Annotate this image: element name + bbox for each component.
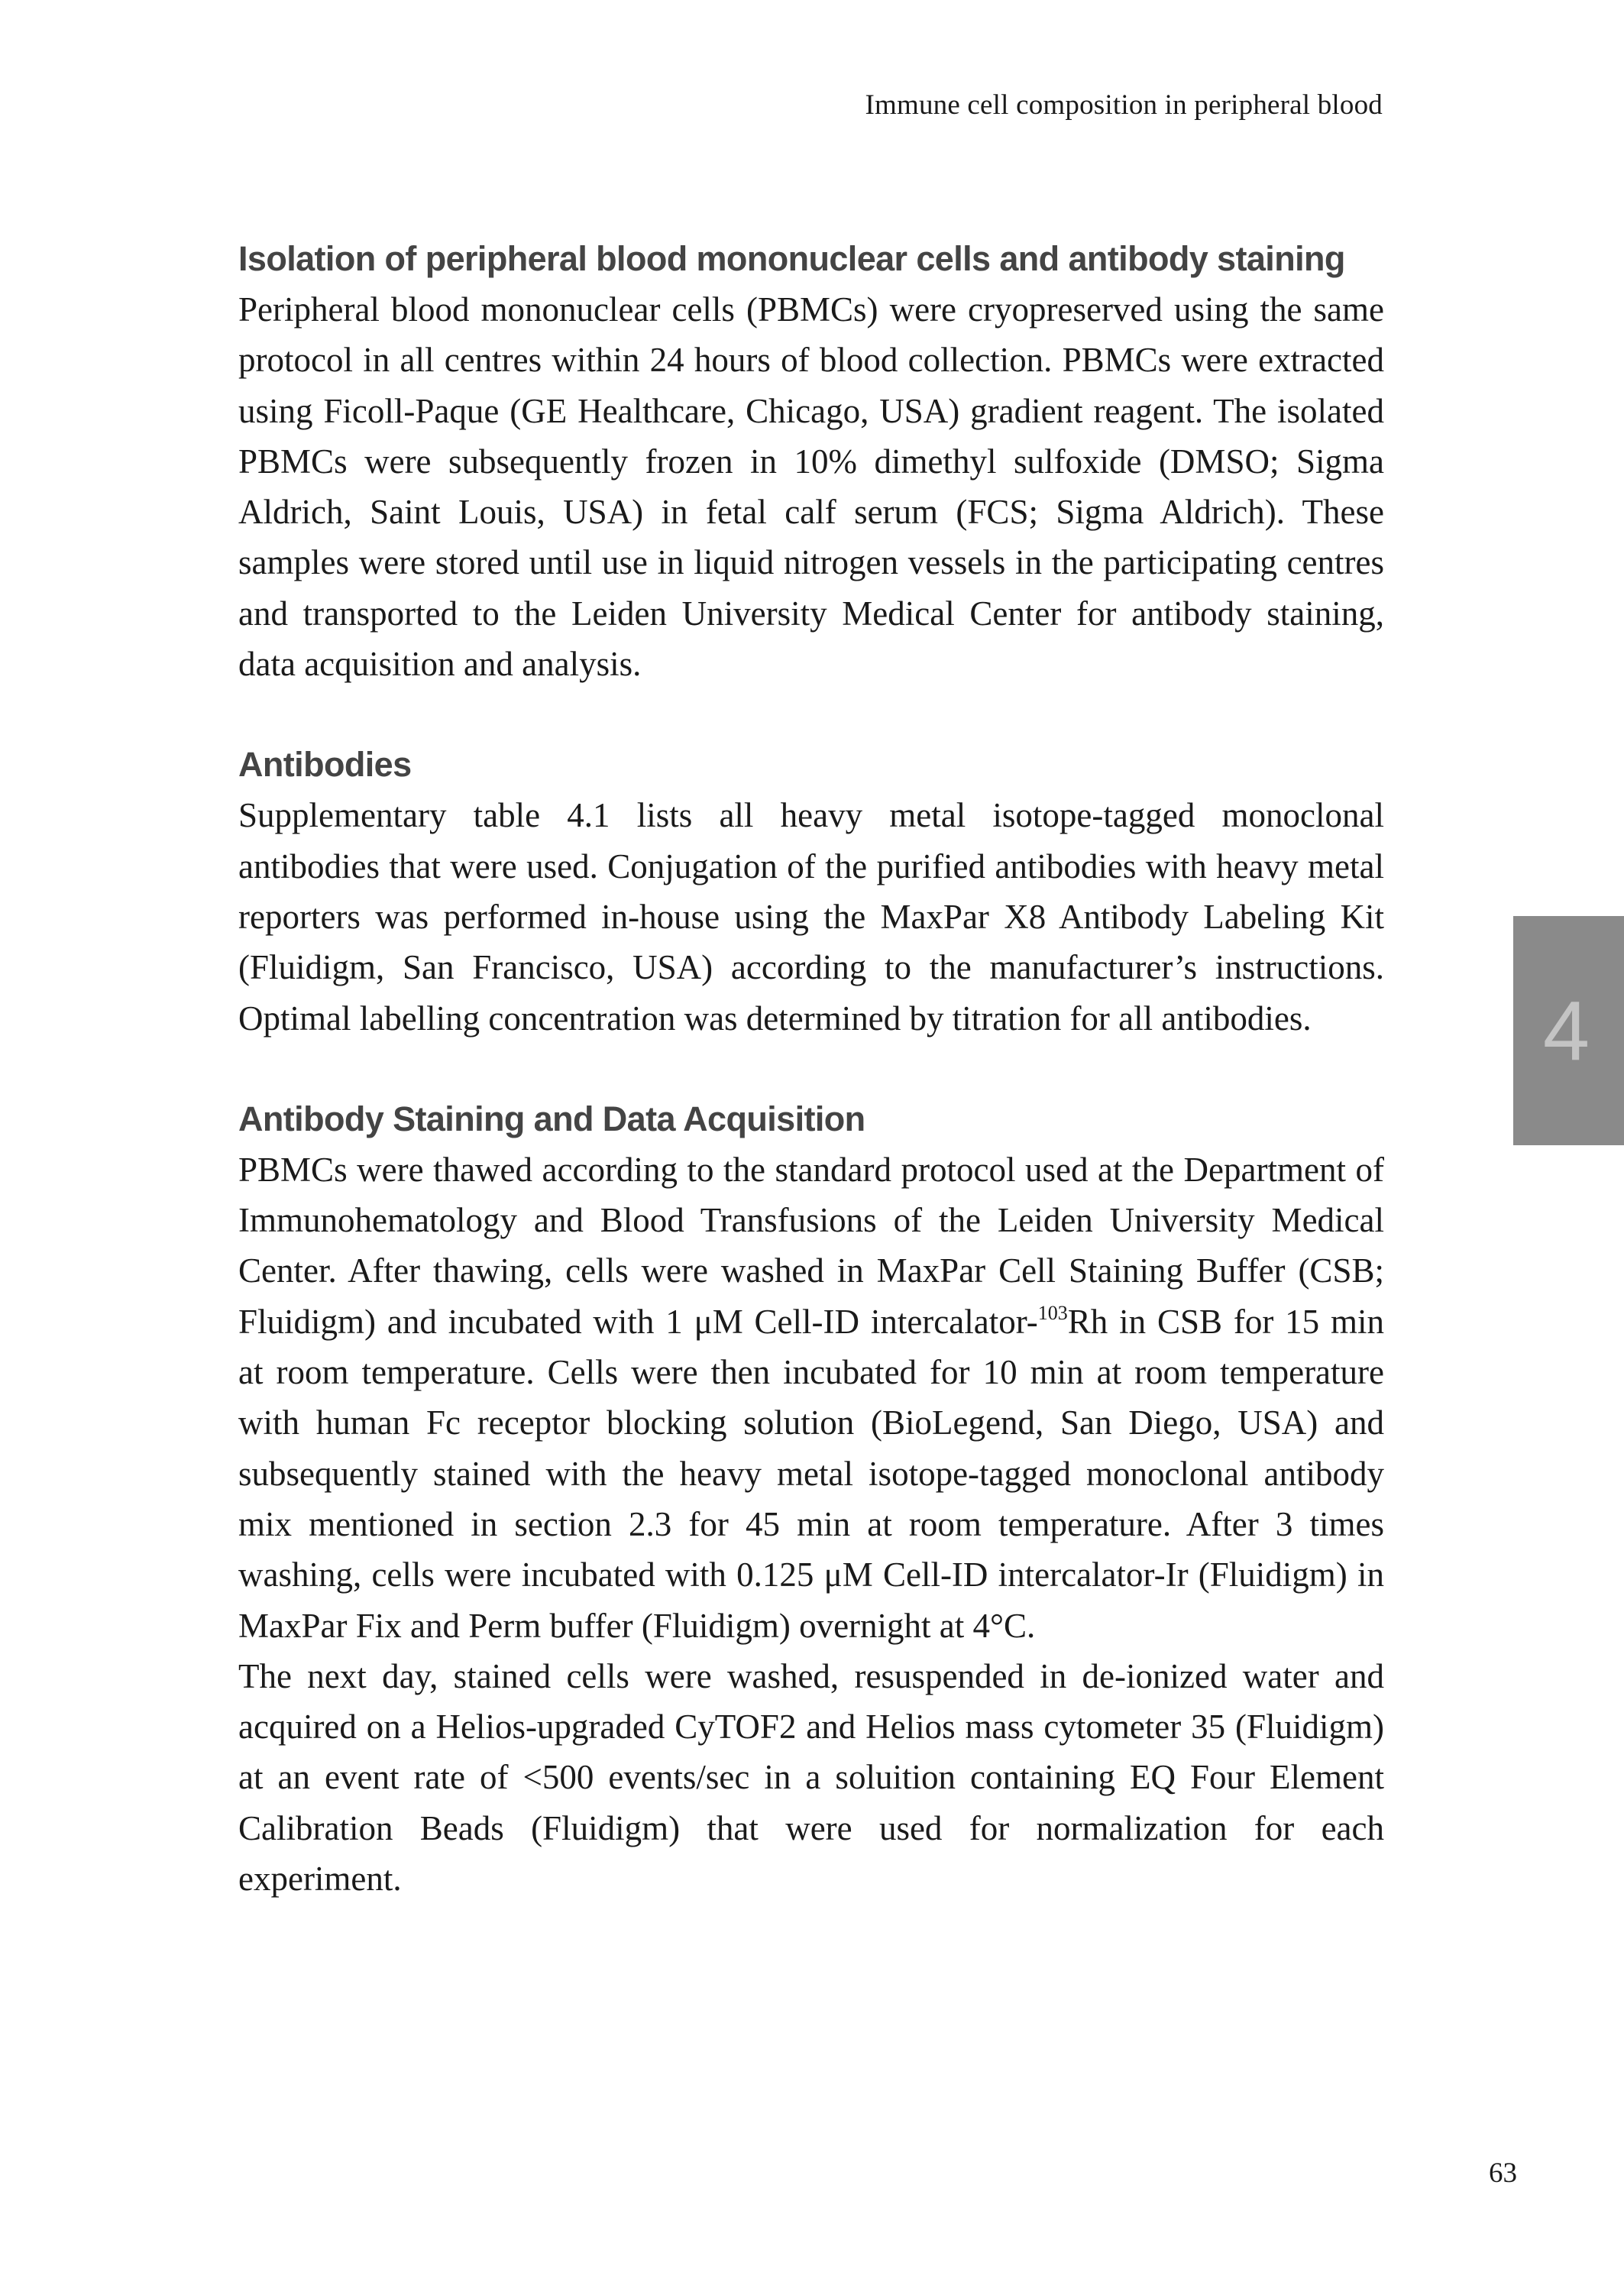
body-paragraph: Supplementary table 4.1 lists all heavy metal isotope-tagged monoclonal antibodies that were used. Conjugation of the purified antibodies with heavy metal reporters was performed in-house using the MaxPar X8 Antibody Labeling Kit (Fluidigm, San Francisco, USA) according to the manufacturer’s instructions. Optimal labelling concentration was determined by titration for all antibodies. bbox=[238, 796, 1384, 1038]
running-header: Immune cell composition in peripheral blood bbox=[865, 89, 1383, 121]
page-number: 63 bbox=[1489, 2158, 1517, 2189]
section-spacer bbox=[238, 1044, 1384, 1094]
page-body bbox=[238, 234, 1384, 1904]
paragraph-text: Rh in CSB for 15 min at room temperature. Cells were then incubated for 10 min at room temperature with human Fc receptor blocking solution (BioLegend, San Diego, USA) and subsequently stained with the heavy metal isotope-tagged monoclonal antibody mix mentioned in section 2.3 for 45 min at room temperature. After 3 times washing, cells were incubated with 0.125 μM Cell-ID intercalator-Ir (Fluidigm) in MaxPar Fix and Perm buffer (Fluidigm) overnight at 4°C. bbox=[238, 1302, 1384, 1645]
section-staining-acquisition bbox=[238, 1094, 1384, 1904]
section-heading: Isolation of peripheral blood mononuclear cells and antibody staining bbox=[238, 239, 1345, 278]
section-spacer bbox=[238, 689, 1384, 740]
chapter-tab bbox=[1513, 916, 1624, 1145]
section-isolation-pbmc bbox=[238, 234, 1384, 689]
body-paragraph: The next day, stained cells were washed, resuspended in de-ionized water and acquired on a Helios-upgraded CyTOF2 and Helios mass cytometer 35 (Fluidigm) at an event rate of <500 events/sec in a soluition containing EQ Four Element Calibration Beads (Fluidigm) that were used for normalization for each experiment. bbox=[238, 1656, 1384, 1899]
isotope-superscript: 103 bbox=[1037, 1301, 1068, 1324]
body-paragraph bbox=[238, 1144, 1384, 1651]
paragraph-text: PBMCs were thawed according to the standard protocol used at the Department of Immunohematology and Blood Transfusions of the Leiden University Medical Center. After thawing, cells were washed in MaxPar Cell Staining Buffer (CSB; Fluidigm) and incubated with 1 μM Cell-ID intercalator- bbox=[238, 1150, 1384, 1341]
section-antibodies bbox=[238, 740, 1384, 1043]
section-heading: Antibodies bbox=[238, 745, 412, 785]
chapter-number: 4 bbox=[1542, 983, 1590, 1078]
body-paragraph: Peripheral blood mononuclear cells (PBMCs) were cryopreserved using the same protocol in all centres within 24 hours of blood collection. PBMCs were extracted using Ficoll-Paque (GE Healthcare, Chicago, USA) gradient reagent. The isolated PBMCs were subsequently frozen in 10% dimethyl sulfoxide (DMSO; Sigma Aldrich, Saint Louis, USA) in fetal calf serum (FCS; Sigma Aldrich). These samples were stored until use in liquid nitrogen vessels in the participating centres and transported to the Leiden University Medical Center for antibody staining, data acquisition and analysis. bbox=[238, 290, 1384, 684]
section-heading: Antibody Staining and Data Acquisition bbox=[238, 1099, 865, 1138]
